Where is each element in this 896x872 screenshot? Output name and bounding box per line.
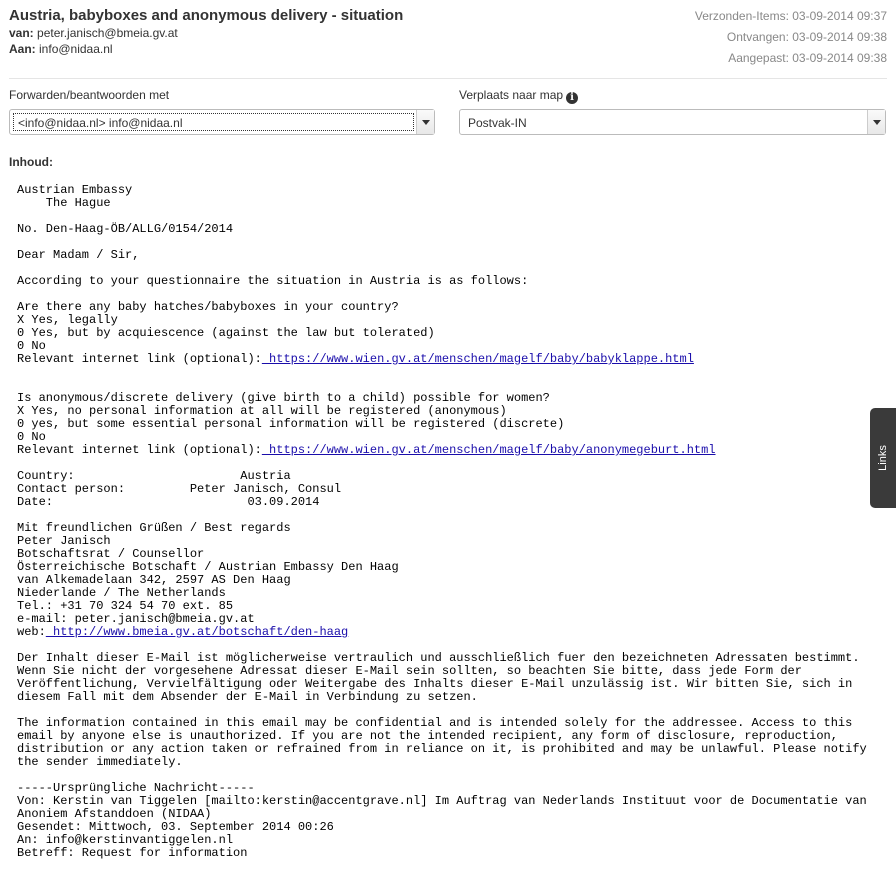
babyklappe-link[interactable]: https://www.wien.gv.at/menschen/magelf/baby/babyklappe.html [261, 352, 694, 366]
body-part-2: Is anonymous/discrete delivery (give birth to a child) possible for women? X Yes, no personal information at all will be registered (anonymous) 0 yes, but some essential personal information will be registered (discrete) 0 No Relevant internet link (optional): [17, 391, 565, 457]
content-label: Inhoud: [9, 155, 53, 169]
anonymegeburt-link[interactable]: https://www.wien.gv.at/menschen/magelf/baby/anonymegeburt.html [261, 443, 716, 457]
chevron-down-icon[interactable] [416, 110, 434, 134]
links-side-tab[interactable] [870, 408, 896, 508]
email-dates [695, 8, 887, 71]
header-divider [9, 78, 887, 79]
body-part-4: Der Inhalt dieser E-Mail ist möglicherweise vertraulich und ausschließlich fuer den bezeichneten Adressaten bestimmt. Wenn Sie nicht der vorgesehene Adressat dieser E-Mail sein sollten, so beachten Sie bitte, dass jede Form der Veröffentlichung, Vervielfältigung oder Weitergabe des Inhalts dieser E-Mail unzulässig ist. Wir bitten Sie, sich in diesem Fall mit dem Absender der E-Mail in Verbindung zu setzen. The information contained in this email may be confidential and is intended solely for the addressee. Access to this email by anyone else is unauthorized. If you are not the intended recipient, any form of disclosure, reproduction, distribution or any action taken or refrained from in reliance on it, is prohibited and may be unlawful. Please notify the sender immediately. -----Ursprüngliche Nachricht----- Von: Kerstin van Tiggelen [mailto:kerstin@accentgrave.nl] Im Auftrag van Nederlands Instituut voor de Documentatie van Anoniem Afstanddoen (NIDAA) Gesendet: Mittwoch, 03. September 2014 00:26 An: info@kerstinvantiggelen.nl Betreff: Request for information [17, 651, 867, 860]
move-label: Verplaats naar map [459, 88, 564, 102]
move-folder-select[interactable] [459, 109, 886, 135]
body-part-1: Austrian Embassy The Hague No. Den-Haag-ÖB/ALLG/0154/2014 Dear Madam / Sir, According to your questionnaire the situation in Austria is as follows: Are there any baby hatches/babyboxes in your country? X Yes, legally 0 Yes, but by acquiescence (against the law but tolerated) 0 No Relevant internet link (optional): [17, 183, 529, 366]
embassy-web-link[interactable]: http://www.bmeia.gv.at/botschaft/den-haag [45, 625, 349, 639]
move-label-group [459, 88, 578, 104]
from-line [9, 26, 178, 40]
forward-label: Forwarden/beantwoorden met [9, 88, 170, 102]
email-subject: Austria, babyboxes and anonymous delivery - situation [9, 7, 404, 24]
modified-date: Aangepast: 03-09-2014 09:38 [728, 51, 887, 65]
received-date: Ontvangen: 03-09-2014 09:38 [726, 30, 887, 44]
from-address: peter.janisch@bmeia.gv.at [37, 26, 178, 40]
forward-select-value: <info@nidaa.nl> info@nidaa.nl [18, 116, 183, 130]
body-part-3: Country: Austria Contact person: Peter Janisch, Consul Date: 03.09.2014 Mit freundlichen Grüßen / Best regards Peter Janisch Botschaftsrat / Counsellor Österreichische Botschaft / Austrian Embassy Den Haag van Alkemadelaan 342, 2597 AS Den Haag Niederlande / The Netherlands Tel.: +31 70 324 54 70 ext. 85 e-mail: peter.janisch@bmeia.gv.at web: [17, 469, 399, 639]
move-folder-value: Postvak-IN [468, 116, 527, 130]
sent-date: Verzonden-Items: 03-09-2014 09:37 [694, 9, 887, 23]
forward-select[interactable] [9, 109, 435, 135]
chevron-down-icon[interactable] [867, 110, 885, 134]
to-address: info@nidaa.nl [39, 42, 113, 56]
email-body [17, 184, 867, 860]
links-tab-label: Links [877, 445, 889, 471]
email-header [9, 6, 887, 70]
to-line [9, 42, 113, 56]
from-label: van: [9, 26, 34, 40]
info-icon[interactable]: i [566, 92, 578, 104]
to-label: Aan: [9, 42, 36, 56]
